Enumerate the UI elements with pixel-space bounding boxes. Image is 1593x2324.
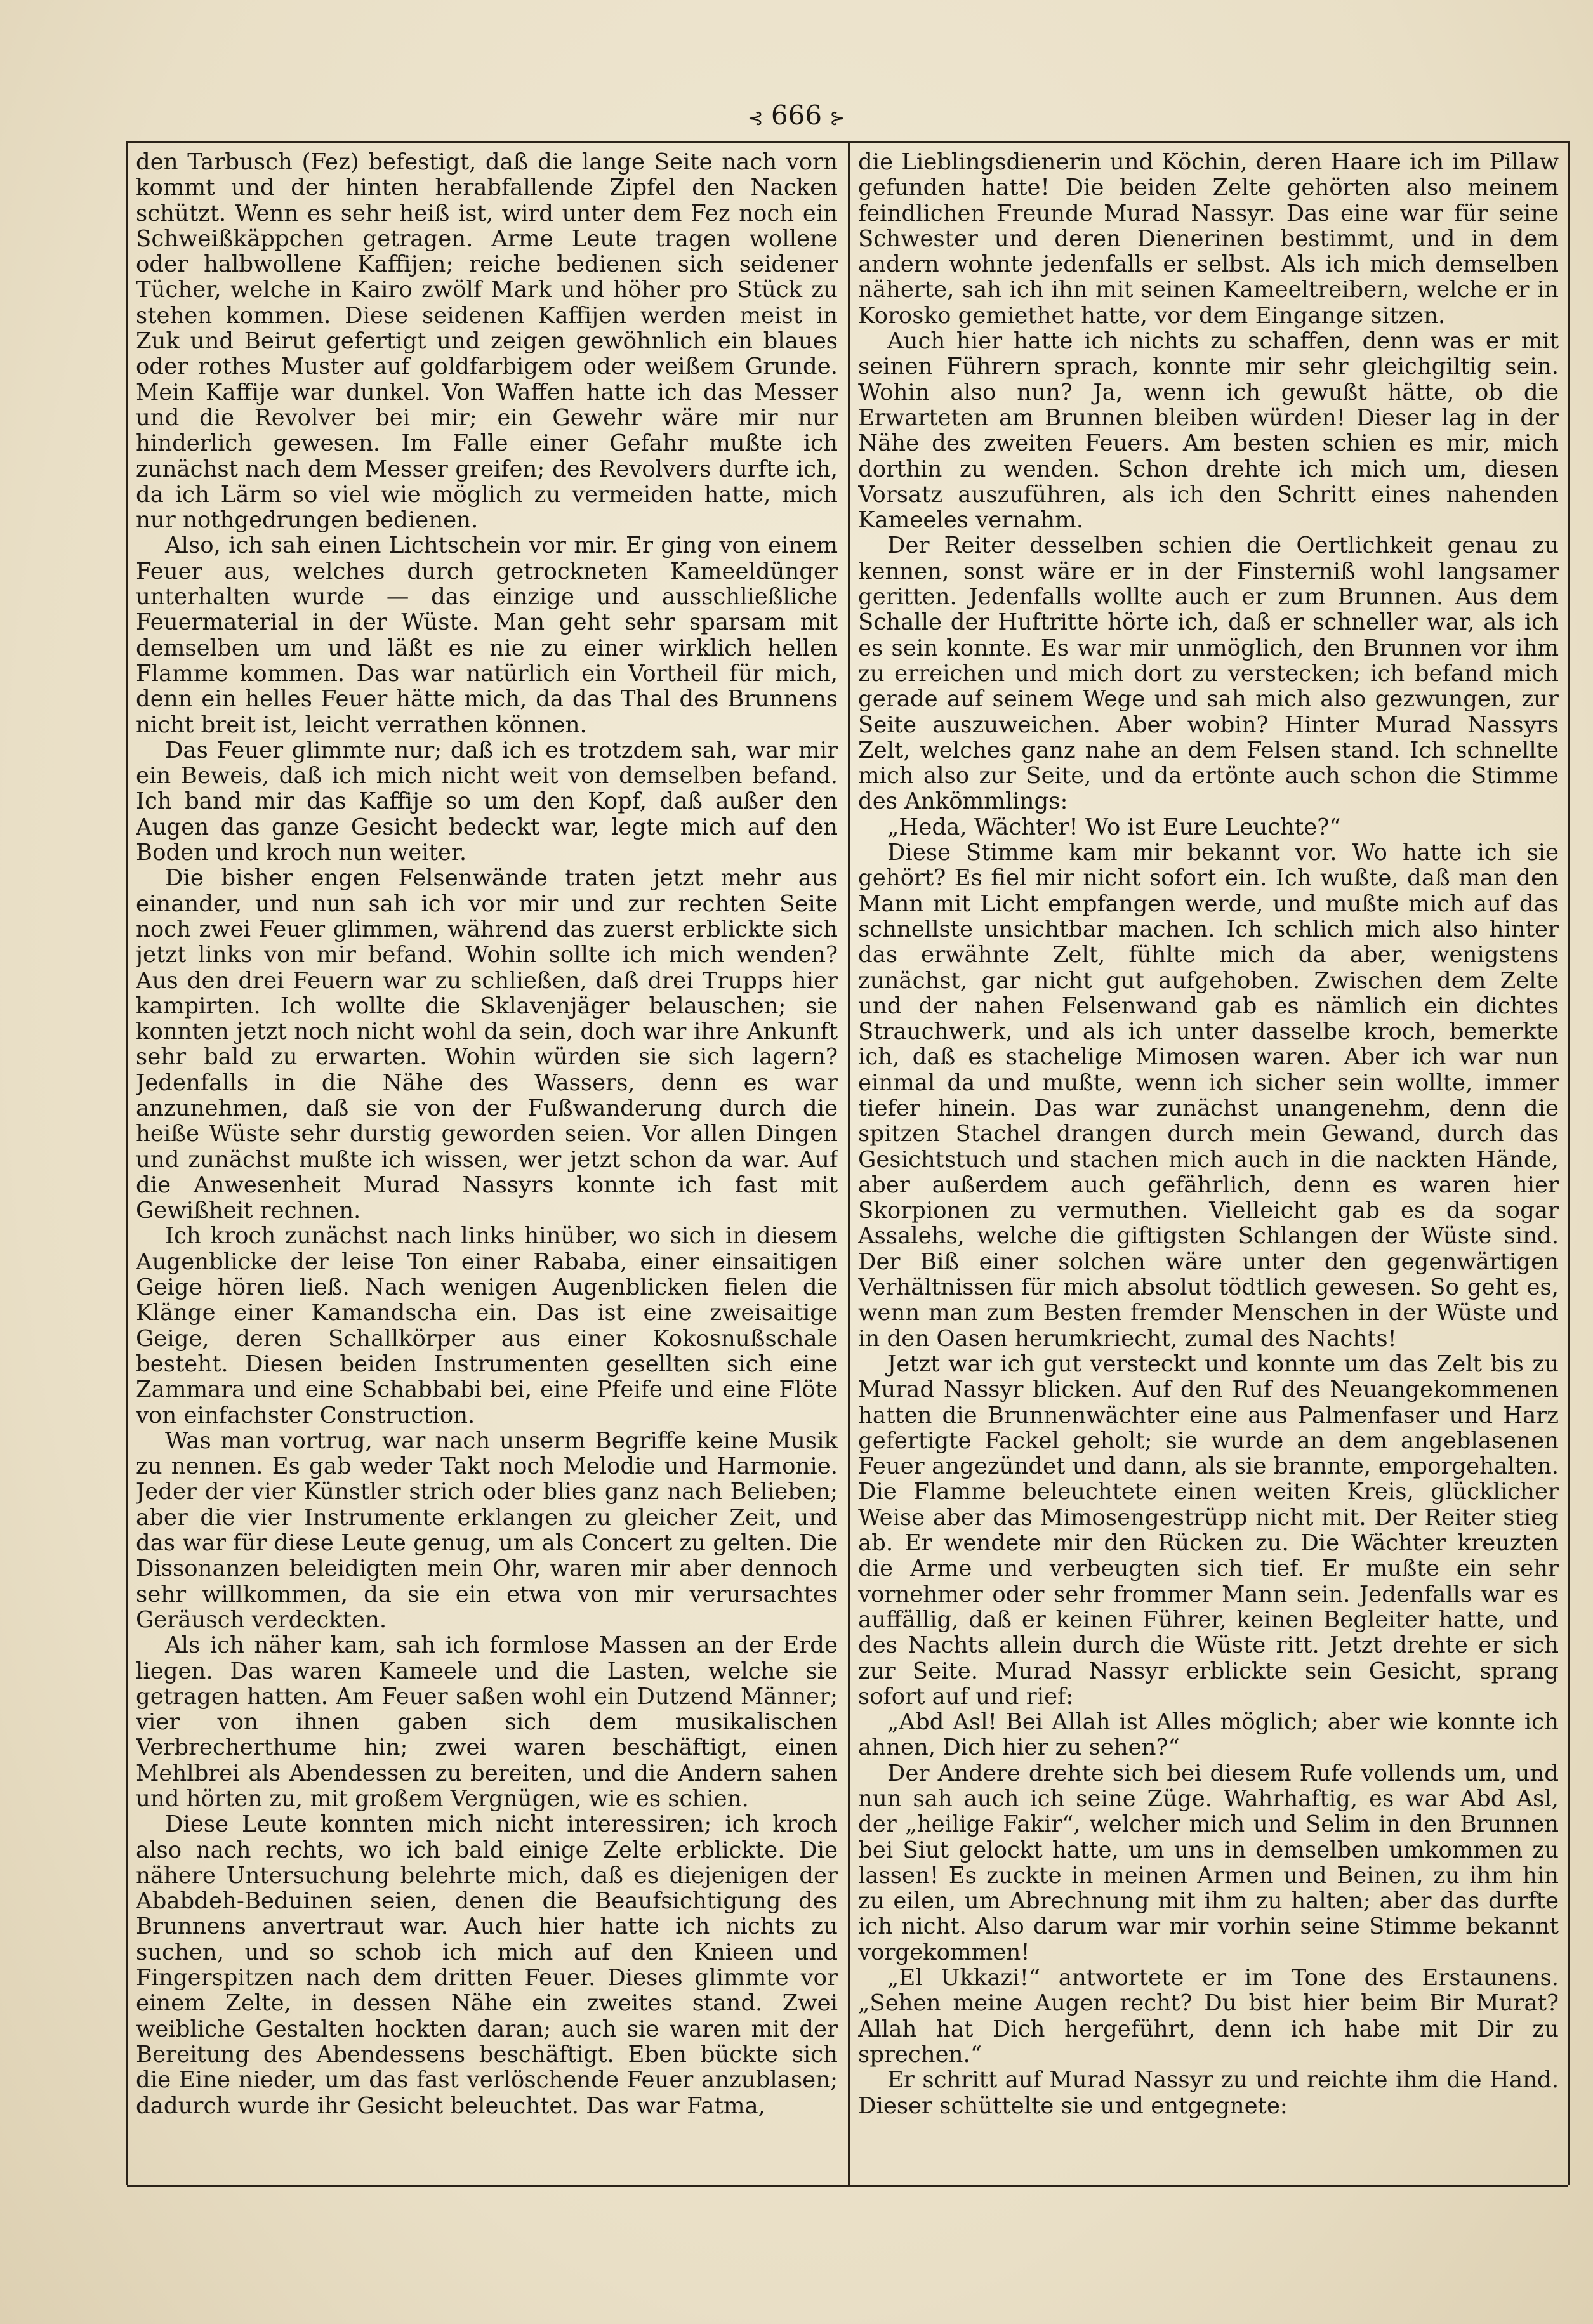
paragraph: Das Feuer glimmte nur; daß ich es trotzdem sah, war mir ein Beweis, daß ich mich nicht weit von demselben befand. Ich band mir das Kaffije so um den Kopf, daß außer den Augen das ganze Gesicht bedeckt war, legte mich auf den Boden und kroch nun weiter. — [136, 737, 838, 866]
frame-rule-right — [1568, 141, 1570, 2185]
ornament-right-icon: ⊱ — [830, 107, 846, 129]
paragraph: Ich kroch zunächst nach links hinüber, wo sich in diesem Augenblicke der leise Ton einer Rababa, einer einsaitigen Geige hören ließ. Nach wenigen Augenblicken fielen die Klänge einer Kamandscha ein. Das ist eine zweisaitige Geige, deren Schallkörper aus einer Kokosnußschale besteht. Diesen beiden Instrumenten gesellten sich eine Zammara und eine Schabbabi bei, eine Pfeife und eine Flöte von einfachster Construction. — [136, 1223, 838, 1429]
frame-rule-left — [126, 141, 128, 2185]
paragraph: die Lieblingsdienerin und Köchin, deren Haare ich im Pillaw gefunden hatte! Die beiden Zelte gehörten also meinem feindlichen Freunde Murad Nassyr. Das eine war für seine Schwester und deren Dienerinen bestimmt, und in dem andern wohnte jedenfalls er selbst. Als ich mich demselben näherte, sah ich ihn mit seinen Kameeltreibern, welche er in Korosko gemiethet hatte, vor dem Eingange sitzen. — [858, 150, 1559, 329]
column-divider — [848, 141, 850, 2185]
ornament-left-icon: ⊰ — [747, 107, 763, 129]
paragraph: Diese Stimme kam mir bekannt vor. Wo hatte ich sie gehört? Es fiel mir nicht sofort ein. Ich wußte, daß man den Mann mit Licht empfangen werde, und mußte mich auf das schnellste unsichtbar machen. Ich schlich mich also hinter das erwähnte Zelt, fühlte mich da aber, wenigstens zunächst, gar nicht gut aufgehoben. Zwischen dem Zelte und der nahen Felsenwand gab es nämlich ein dichtes Strauchwerk, und als ich unter dasselbe kroch, bemerkte ich, daß es stachelige Mimosen waren. Aber ich war nun einmal da und mußte, wenn ich sicher sein wollte, immer tiefer hinein. Das war zunächst unangenehm, denn die spitzen Stachel drangen durch mein Gewand, durch das Gesichtstuch und stachen mich auch in die nackten Hände, aber außerdem auch gefährlich, denn es waren hier Skorpionen zu vermuthen. Vielleicht gab es da sogar Assalehs, welche die giftigsten Schlangen der Wüste sind. Der Biß einer solchen wäre unter den gegenwärtigen Verhältnissen für mich absolut tödtlich gewesen. So geht es, wenn man zum Besten fremder Menschen in der Wüste und in den Oasen herumkriecht, zumal des Nachts! — [858, 840, 1559, 1352]
paragraph: Also, ich sah einen Lichtschein vor mir. Er ging von einem Feuer aus, welches durch getrockneten Kameeldünger unterhalten wurde — das einzige und ausschließliche Feuermaterial in der Wüste. Man geht sehr sparsam mit demselben um und läßt es nie zu einer wirklich hellen Flamme kommen. Das war natürlich ein Vortheil für mich, denn ein helles Feuer hätte mich, da das Thal des Brunnens nicht breit ist, leicht verrathen können. — [136, 532, 838, 738]
page-number: 666 — [770, 100, 823, 131]
paragraph: Auch hier hatte ich nichts zu schaffen, denn was er mit seinen Führern sprach, konnte mir sehr gleichgiltig sein. Wohin also nun? Ja, wenn ich gewußt hätte, ob die Erwarteten am Brunnen bleiben würden! Dieser lag in der Nähe des zweiten Feuers. Am besten schien es mir, mich dorthin zu wenden. Schon drehte ich mich um, diesen Vorsatz auszuführen, als ich den Schritt eines nahenden Kameeles vernahm. — [858, 328, 1559, 534]
paragraph: Als ich näher kam, sah ich formlose Massen an der Erde liegen. Das waren Kameele und die Lasten, welche sie getragen hatten. Am Feuer saßen wohl ein Dutzend Männer; vier von ihnen gaben sich dem musikalischen Verbrecherthume hin; zwei waren beschäftigt, einen Mehlbrei als Abendessen zu bereiten, und die Andern sahen und hörten zu, mit großem Vergnügen, wie es schien. — [136, 1632, 838, 1812]
paragraph: „El Ukkazi!“ antwortete er im Tone des Erstaunens. „Sehen meine Augen recht? Du bist hier beim Bir Murat? Allah hat Dich hergeführt, denn ich habe mit Dir zu sprechen.“ — [858, 1965, 1559, 2068]
paragraph: Er schritt auf Murad Nassyr zu und reichte ihm die Hand. Dieser schüttelte sie und entgegnete: — [858, 2067, 1559, 2119]
paragraph: „Abd Asl! Bei Allah ist Alles möglich; aber wie konnte ich ahnen, Dich hier zu sehen?“ — [858, 1709, 1559, 1761]
right-column — [858, 150, 1559, 2168]
paragraph: Die bisher engen Felsenwände traten jetzt mehr aus einander, und nun sah ich vor mir und zur rechten Seite noch zwei Feuer glimmen, während das zuerst erblickte sich jetzt links von mir befand. Wohin sollte ich mich wenden? Aus den drei Feuern war zu schließen, daß drei Trupps hier kampirten. Ich wollte die Sklavenjäger belauschen; sie konnten jetzt noch nicht wohl da sein, doch war ihre Ankunft sehr bald zu erwarten. Wohin würden sie sich lagern? Jedenfalls in die Nähe des Wassers, denn es war anzunehmen, daß sie von der Fußwanderung durch die heiße Wüste sehr durstig geworden seien. Vor allen Dingen und zunächst mußte ich wissen, wer jetzt schon da war. Auf die Anwesenheit Murad Nassyrs konnte ich fast mit Gewißheit rechnen. — [136, 865, 838, 1224]
paragraph: „Heda, Wächter! Wo ist Eure Leuchte?“ — [887, 814, 1341, 840]
paragraph: Was man vortrug, war nach unserm Begriffe keine Musik zu nennen. Es gab weder Takt noch Melodie und Harmonie. Jeder der vier Künstler strich oder blies ganz nach Belieben; aber die vier Instrumente erklangen zu gleicher Zeit, und das war für diese Leute genug, um als Concert zu gelten. Die Dissonanzen beleidigten mein Ohr, waren mir aber dennoch sehr willkommen, da sie ein etwa von mir verursachtes Geräusch verdeckten. — [136, 1427, 838, 1633]
page-header — [0, 96, 1593, 135]
left-column — [136, 150, 838, 2168]
paragraph: den Tarbusch (Fez) befestigt, daß die lange Seite nach vorn kommt und der hinten herabfallende Zipfel den Nacken schützt. Wenn es sehr heiß ist, wird unter dem Fez noch ein Schweißkäppchen getragen. Arme Leute tragen wollene oder halbwollene Kaffijen; reiche bedienen sich seidener Tücher, welche in Kairo zwölf Mark und höher pro Stück zu stehen kommen. Diese seidenen Kaffijen werden meist in Zuk und Beirut gefertigt und zeigen gewöhnlich ein blaues oder rothes Muster auf goldfarbigem oder weißem Grunde. Mein Kaffije war dunkel. Von Waffen hatte ich das Messer und die Revolver bei mir; ein Gewehr wäre mir nur hinderlich gewesen. Im Falle einer Gefahr mußte ich zunächst nach dem Messer greifen; des Revolvers durfte ich, da ich Lärm so viel wie möglich zu vermeiden hatte, mich nur nothgedrungen bedienen. — [136, 150, 838, 534]
paragraph: Der Reiter desselben schien die Oertlichkeit genau zu kennen, sonst wäre er in der Finsterniß wohl langsamer geritten. Jedenfalls wollte auch er zum Brunnen. Aus dem Schalle der Huftritte hörte ich, daß er schneller war, als ich es sein konnte. Es war mir unmöglich, den Brunnen vor ihm zu erreichen und mich dort zu verstecken; ich befand mich gerade auf seinem Wege und sah mich also gezwungen, zur Seite auszuweichen. Aber wobin? Hinter Murad Nassyrs Zelt, welches ganz nahe an dem Felsen stand. Ich schnellte mich also zur Seite, und da ertönte auch schon die Stimme des Ankömmlings: — [858, 532, 1559, 815]
paragraph: Diese Leute konnten mich nicht interessiren; ich kroch also nach rechts, wo ich bald einige Zelte erblickte. Die nähere Untersuchung belehrte mich, daß es diejenigen der Ababdeh-Beduinen seien, denen die Beaufsichtigung des Brunnens anvertraut war. Auch hier hatte ich nichts zu suchen, und so schob ich mich auf den Knieen und Fingerspitzen nach dem dritten Feuer. Dieses glimmte vor einem Zelte, in dessen Nähe ein zweites stand. Zwei weibliche Gestalten hockten daran; auch sie waren mit der Bereitung des Abendessens beschäftigt. Eben bückte sich die Eine nieder, um das fast verlöschende Feuer anzublasen; dadurch wurde ihr Gesicht beleuchtet. Das war Fatma, — [136, 1811, 838, 2119]
paragraph: Jetzt war ich gut versteckt und konnte um das Zelt bis zu Murad Nassyr blicken. Auf den Ruf des Neuangekommenen hatten die Brunnenwächter eine aus Palmenfaser und Harz gefertigte Fackel geholt; sie wurde an dem angeblasenen Feuer angezündet und dann, als sie brannte, emporgehalten. Die Flamme beleuchtete einen weiten Kreis, glücklicher Weise aber das Mimosengestrüpp nicht mit. Der Reiter stieg ab. Er wendete mir den Rücken zu. Die Wächter kreuzten die Arme und verbeugten sich tief. Er mußte ein sehr vornehmer oder sehr frommer Mann sein. Jedenfalls war es auffällig, daß er keinen Führer, keinen Begleiter hatte, und des Nachts allein durch die Wüste ritt. Jetzt drehte er sich zur Seite. Murad Nassyr erblickte sein Gesicht, sprang sofort auf und rief: — [858, 1350, 1559, 1710]
paragraph: Der Andere drehte sich bei diesem Rufe vollends um, und nun sah auch ich seine Züge. Wahrhaftig, es war Abd Asl, der „heilige Fakir“, welcher mich und Selim in den Brunnen bei Siut gelockt hatte, um uns in demselben umkommen zu lassen! Es zuckte in meinen Armen und Beinen, zu ihm hin zu eilen, um Abrechnung mit ihm zu halten; aber das durfte ich nicht. Also darum war mir vorhin seine Stimme bekannt vorgekommen! — [858, 1760, 1559, 1965]
